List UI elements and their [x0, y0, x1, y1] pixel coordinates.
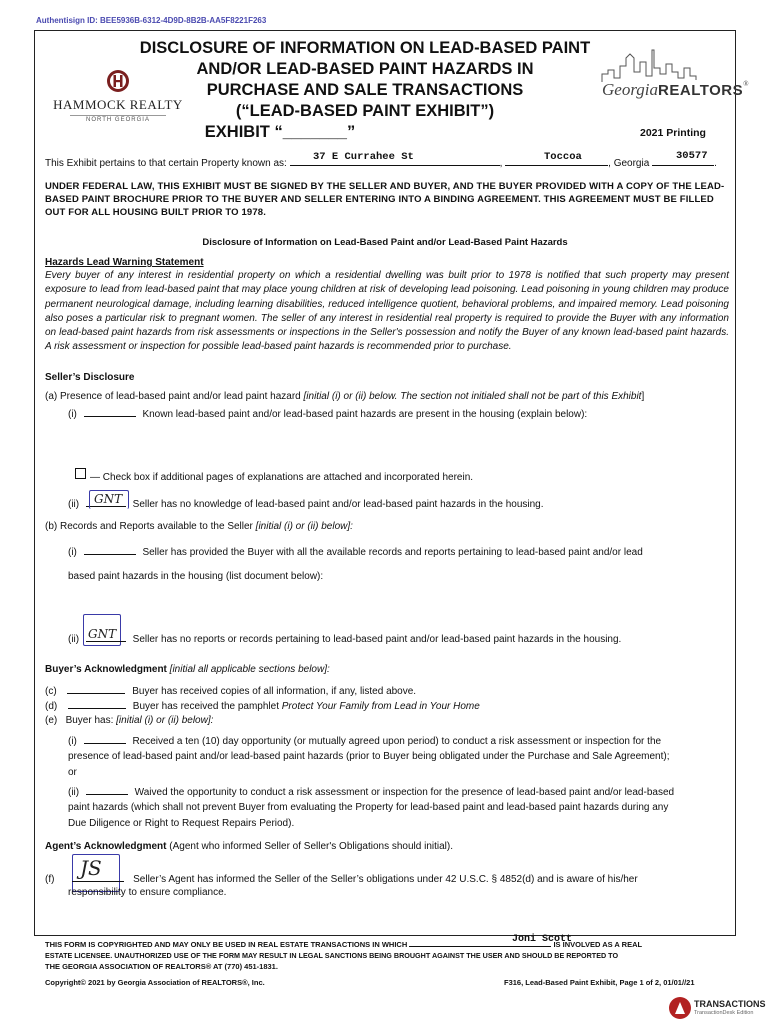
buyer-e-prefix: Buyer has: — [65, 715, 117, 726]
federal-notice: UNDER FEDERAL LAW, THIS EXHIBIT MUST BE SIGNED BY THE SELLER AND BUYER, AND THE BUYER PROVIDED WITH A COPY OF THE LEAD-BASED PAINT BROCHURE PRIOR TO THE BUYER AND SELLER ENTERING INTO A BINDING AGREEMENT. THIS AGREEMENT MUST BE FILLED OUT FOR ALL HOUSING BUILT PRIOR TO 1978. — [45, 181, 725, 218]
title-line-4: (“LEAD-BASED PAINT EXHIBIT”) — [235, 102, 495, 120]
buyer-e-i: (i) Received a ten (10) day opportunity (or mutually agreed upon period) to conduct a risk assessment or inspection for the — [68, 736, 662, 747]
agent-heading-note: (Agent who informed Seller of Seller's Obligations should initial). — [169, 841, 453, 852]
buyer-e-ii-text-1: Waived the opportunity to conduct a risk assessment or inspection for the presence of lead-based paint and/or lead-based — [134, 787, 675, 798]
property-prefix: This Exhibit pertains to that certain Property known as: — [45, 158, 287, 169]
form-id: F316, Lead-Based Paint Exhibit, Page 1 of 2, 01/01//21 — [504, 978, 695, 987]
seller-a-i-initial-field[interactable] — [84, 407, 136, 417]
seller-a-ii-text: Seller has no knowledge of lead-based paint and/or lead-based paint hazards in the housing. — [132, 499, 544, 510]
hammock-sub: NORTH GEORGIA — [70, 115, 166, 123]
agent-initials: JS — [80, 856, 102, 880]
seller-a-prefix: (a) Presence of lead-based paint and/or lead paint hazard — [45, 391, 304, 402]
warning-body: Every buyer of any interest in residential property on which a residential dwelling was built prior to 1978 is notified that such property may present exposure to lead from lead-based paint that may place young children at risk of developing lead poisoning. Lead poisoning in young children may produce permanent neurological damage, including learning disabilities, reduced intelligence quotient, behavioral problems, and impaired memory. Lead poisoning also poses a particular risk to pregnant women. The seller of any interest in residential real property is required to provide the Buyer with any information on lead-based paint hazards from risk assessments or inspections in the Seller's possession and notify the Buyer of any known lead-based paint hazards. A risk assessment or inspection for possible lead-based paint hazards is recommended prior to purchase. — [45, 270, 729, 353]
agent-f-text-2: responsibility to ensure compliance. — [68, 887, 227, 898]
agent-heading-row — [45, 840, 453, 854]
buyer-e-italic: [initial (i) or (ii) below]: — [116, 715, 214, 726]
title-line-2: AND/OR LEAD-BASED PAINT HAZARDS IN — [196, 60, 534, 78]
buyer-d: (d) Buyer has received the pamphlet Protect Your Family from Lead in Your Home — [45, 701, 480, 712]
hammock-name: HAMMOCK REALTY — [53, 97, 183, 112]
buyer-e-i-text-2: presence of lead-based paint and/or lead-based paint hazards (prior to Buyer being obligated under the Purchase and Sale Agreement); — [68, 751, 670, 762]
form-title — [130, 38, 600, 143]
property-line: This Exhibit pertains to that certain Property known as: , , Georgia . — [45, 158, 717, 169]
transactions-icon — [668, 996, 692, 1020]
seller-b-prefix: (b) Records and Reports available to the Seller — [45, 521, 256, 532]
printing-year: 2021 Printing — [640, 127, 706, 139]
transactions-sub: TransactionDesk Edition — [694, 1010, 754, 1016]
buyer-c-text: Buyer has received copies of all information, if any, listed above. — [132, 686, 417, 697]
footer-line-2: ESTATE LICENSEE. UNAUTHORIZED USE OF THE FORM MAY RESULT IN LEGAL SANCTIONS BEING BROUGHT AGAINST THE USER AND SHOULD BE REPORTED TO — [45, 951, 619, 960]
seller-heading: Seller’s Disclosure — [45, 372, 135, 383]
buyer-e-i-initial-field[interactable] — [84, 734, 126, 744]
copyright: Copyright© 2021 by Georgia Association of REALTORS®, Inc. — [45, 978, 265, 987]
realtors-text: REALTORS — [658, 82, 744, 99]
footer-line-1 — [45, 939, 735, 950]
agent-f: (f) Seller’s Agent has informed the Seller of the Seller’s obligations under 42 U.S.C. § 4852(d) and is aware of his/her — [45, 874, 638, 885]
title-line-3: PURCHASE AND SALE TRANSACTIONS — [206, 81, 524, 99]
buyer-heading-row — [45, 663, 330, 677]
title-line-5: EXHIBIT “_______” — [204, 123, 356, 141]
seller-b-i-text-2: based paint hazards in the housing (list document below): — [68, 571, 324, 582]
buyer-d-prefix: Buyer has received the pamphlet — [132, 701, 282, 712]
footer-line-3: THE GEORGIA ASSOCIATION OF REALTORS® AT (770) 451-1831. — [45, 962, 278, 971]
seller-b-italic: [initial (i) or (ii) below]: — [255, 521, 353, 532]
seller-a-ii: (ii) Seller has no knowledge of lead-based paint and/or lead-based paint hazards in the housing. — [68, 499, 544, 510]
seller-a-suffix: ] — [641, 391, 645, 402]
buyer-e: (e) Buyer has: [initial (i) or (ii) below]: — [45, 715, 214, 726]
buyer-c: (c) Buyer has received copies of all information, if any, listed above. — [45, 686, 417, 697]
buyer-d-italic: Protect Your Family from Lead in Your Home — [281, 701, 480, 712]
checkbox-label-row: — Check box if additional pages of explanations are attached and incorporated herein. — [90, 472, 474, 483]
buyer-e-i-text-1: Received a ten (10) day opportunity (or mutually agreed upon period) to conduct a risk assessment or inspection for the — [132, 736, 662, 747]
seller-b-ii: (ii) Seller has no reports or records pertaining to lead-based paint and/or lead-based paint hazards in the housing. — [68, 634, 622, 645]
georgia-realtors-logo — [600, 48, 749, 108]
seller-a-ii-initials: GNT — [94, 492, 123, 506]
seller-a-italic: [initial (i) or (ii) below. The section not initialed shall not be part of this Exhibit — [303, 391, 642, 402]
hammock-h-icon — [105, 68, 131, 94]
section-heading: Disclosure of Information on Lead-Based Paint and/or Lead-Based Paint Hazards — [202, 237, 568, 248]
zip-value: 30577 — [676, 150, 708, 162]
seller-b-i-initial-field[interactable] — [84, 545, 136, 555]
warning-heading: Hazards Lead Warning Statement — [45, 257, 204, 268]
seller-b-ii-text: Seller has no reports or records pertaining to lead-based paint and/or lead-based paint hazards in the housing. — [132, 634, 622, 645]
licensee-value: Joni Scott — [512, 934, 573, 945]
buyer-e-ii: (ii) Waived the opportunity to conduct a risk assessment or inspection for the presence of lead-based paint and/or lead-based — [68, 787, 675, 798]
agent-f-initial-field[interactable] — [72, 872, 124, 882]
footer-line-1-prefix: THIS FORM IS COPYRIGHTED AND MAY ONLY BE USED IN REAL ESTATE TRANSACTIONS IN WHICH — [45, 940, 408, 949]
city-value: Toccoa — [544, 151, 582, 163]
agent-f-text-1: Seller’s Agent has informed the Seller of the Seller’s obligations under 42 U.S.C. § 4852(d) and is aware of his/her — [133, 874, 638, 885]
title-line-1: DISCLOSURE OF INFORMATION ON LEAD-BASED PAINT — [139, 39, 591, 57]
seller-a — [45, 390, 735, 404]
authsign-id: Authentisign ID: BEE5936B-6312-4D9D-8B2B-AA5F8221F263 — [36, 16, 267, 25]
seller-b — [45, 520, 353, 534]
buyer-e-ii-initial-field[interactable] — [86, 785, 128, 795]
seller-b-i: (i) Seller has provided the Buyer with all the available records and reports pertaining to lead-based paint and/or lead — [68, 547, 643, 558]
agent-heading: Agent’s Acknowledgment — [45, 841, 167, 852]
buyer-e-ii-text-3: Due Diligence or Right to Request Repairs Period). — [68, 818, 295, 829]
buyer-e-or: or — [68, 767, 77, 778]
seller-a-i-text: Known lead-based paint and/or lead-based paint hazards are present in the housing (explain below): — [142, 409, 588, 420]
state-label: , Georgia — [608, 158, 650, 169]
buyer-heading: Buyer’s Acknowledgment — [45, 664, 167, 675]
transactions-text: TRANSACTIONS — [694, 999, 766, 1009]
additional-pages-checkbox[interactable] — [75, 468, 86, 479]
buyer-c-initial-field[interactable] — [67, 684, 125, 694]
buyer-heading-italic: [initial all applicable sections below]: — [169, 664, 330, 675]
georgia-text: Georgia — [602, 80, 659, 99]
seller-b-ii-initials: GNT — [88, 627, 117, 641]
skyline-icon — [600, 48, 730, 84]
checkbox-label: Check box if additional pages of explanations are attached and incorporated herein. — [102, 472, 474, 483]
buyer-d-initial-field[interactable] — [68, 699, 126, 709]
georgia-realtors-wordmark: GeorgiaREALTORS® — [602, 80, 749, 99]
seller-b-i-text-1: Seller has provided the Buyer with all the available records and reports pertaining to lead-based paint and/or lead — [142, 547, 643, 558]
address-value: 37 E Currahee St — [313, 151, 414, 163]
transactions-logo — [668, 996, 768, 1022]
seller-a-i: (i) Known lead-based paint and/or lead-based paint hazards are present in the housing (explain below): — [68, 409, 588, 420]
footer-line-1-suffix: IS INVOLVED AS A REAL — [553, 940, 643, 949]
buyer-e-ii-text-2: paint hazards (which shall not prevent Buyer from evaluating the Property for lead-based paint and lead-based paint hazards during any — [68, 802, 669, 813]
